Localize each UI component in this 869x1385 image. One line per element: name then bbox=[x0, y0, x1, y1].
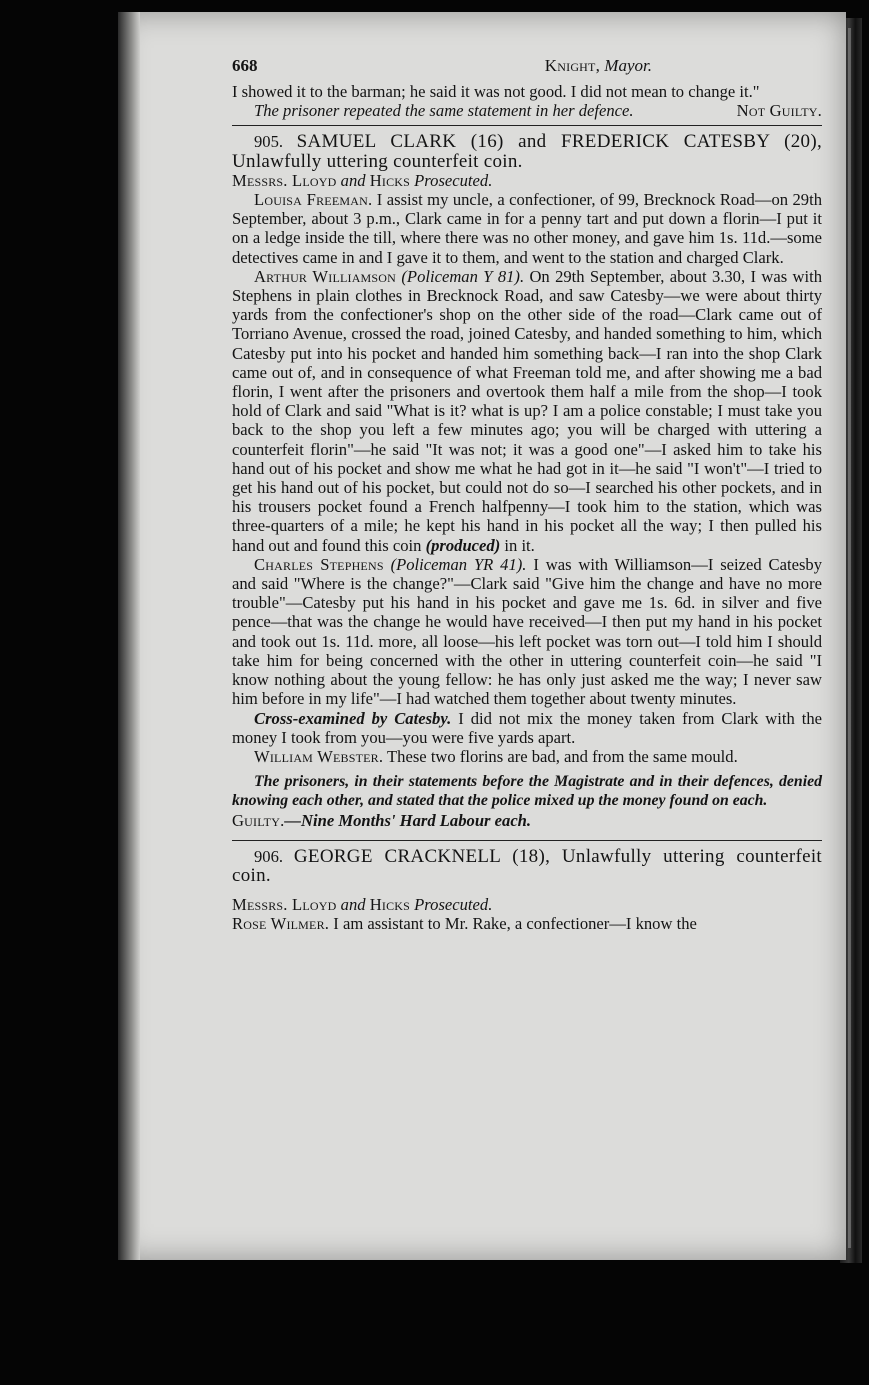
witness-name-williamson: Arthur Williamson bbox=[254, 266, 397, 286]
witness-text-stephens: I was with Williamson—I seized Catesby and said "Where is the change?"—Clark said "Give him the change and have no more trouble"—Catesby put his hand in his pocket and gave me 1s. 6d. in silver and five pence—that was the change he would have received—I then put my hand in his pocket and took out 1s. 11d. more, all loose—his left pocket was torn out—I told him I should take him for being concerned with the other in uttering counterfeit coin—he said "I know nothing about the young fellow: he has only just asked me the way; I never saw him before in my life"—I had watched them together about twenty minutes. bbox=[232, 554, 822, 709]
running-head-title: Mayor. bbox=[604, 56, 652, 75]
prosecution-label: Prosecuted. bbox=[414, 170, 493, 190]
prosecution-and: and bbox=[340, 170, 366, 190]
page-binding-shadow bbox=[118, 12, 140, 1260]
witness-text-webster: These two florins are bad, and from the same mould. bbox=[387, 746, 738, 766]
witness-name-webster: William Webster. bbox=[254, 746, 384, 766]
case-905-number: 905. bbox=[254, 132, 284, 152]
prosecution-counsel-2: Hicks bbox=[369, 895, 411, 915]
prosecution-and: and bbox=[340, 895, 366, 915]
witness-role-stephens: (Policeman YR 41). bbox=[390, 554, 527, 574]
case-905-verdict bbox=[232, 811, 822, 830]
verdict-not-guilty: Not Guilty. bbox=[736, 101, 822, 121]
carryover-paragraph: I showed it to the barman; he said it was not good. I did not mean to change it." bbox=[232, 82, 760, 101]
case-906-number: 906. bbox=[254, 846, 284, 866]
verdict-guilty: Guilty. bbox=[232, 810, 285, 830]
witness-text-williamson: On 29th September, about 3.30, I was with Stephens in plain clothes in Brecknock Road, and saw Catesby—we were about thirty yards from the confectioner's shop on the other side of the road—Clark came out of Torriano Avenue, crossed the road, joined Catesby, and handed something to him, which Catesby put into his pocket and handed him something back—I ran into the shop Clark came out of, and in consequence of what Freeman told me, and after showing me a bad florin, I went after the prisoners and overtook them half a mile from the shop—I took hold of Clark and said "What is it? what is up? I am a police constable; I must take you back to the shop you left a few minutes ago; you will be charged with uttering a counterfeit florin"—he said "It was not; it was a good one"—I asked him to take his hand out of his pocket and show me what he had got in it—he said "I won't"—I tried to get his hand out of his pocket, but could not do so—I searched his other pockets, and in his trousers pocket found a French halfpenny—I took him to the station, which was three-quarters of a mile; he kept his hand in his pocket all the way; I then pulled his hand out and found this coin bbox=[232, 266, 823, 555]
produced-note: (produced) bbox=[425, 535, 501, 555]
section-rule bbox=[232, 125, 822, 126]
case-906-prosecution bbox=[232, 895, 822, 914]
testimony-williamson bbox=[232, 267, 822, 555]
cross-examination bbox=[232, 709, 822, 747]
prisoners-statement: The prisoners, in their statements before the Magistrate and in their defences, denied knowing each other, and stated that the police mixed up the money found on each. bbox=[232, 773, 822, 810]
running-head-name: Knight, bbox=[544, 56, 601, 75]
prosecution-counsel-1: Messrs. Lloyd bbox=[232, 170, 337, 190]
case-905-prosecution bbox=[232, 171, 822, 190]
case-905-title: SAMUEL CLARK (16) and FREDERICK CATESBY (20), Unlawfully uttering counterfeit coin. bbox=[232, 131, 822, 172]
page-number: 668 bbox=[232, 56, 258, 75]
testimony-freeman bbox=[232, 190, 822, 267]
case-905-heading bbox=[232, 132, 822, 170]
prosecution-label: Prosecuted. bbox=[414, 895, 493, 915]
witness-text-wilmer: I am assistant to Mr. Rake, a confectioner—I know the bbox=[333, 914, 697, 934]
witness-text-williamson-end: in it. bbox=[504, 535, 535, 555]
testimony-webster bbox=[232, 747, 822, 766]
spacer bbox=[232, 885, 822, 895]
witness-role-williamson: (Policeman Y 81). bbox=[401, 266, 525, 286]
page-header bbox=[232, 56, 822, 82]
defence-line bbox=[232, 101, 822, 120]
prosecution-counsel-1: Messrs. Lloyd bbox=[232, 895, 337, 915]
case-906-heading bbox=[232, 847, 822, 885]
page-text bbox=[232, 56, 822, 934]
running-head bbox=[545, 56, 652, 75]
witness-text-freeman: I assist my uncle, a confectioner, of 99, Brecknock Road—on 29th September, about 3 p.m., Clark came in for a penny tart and put down a florin—I put it on a ledge inside the till, where there was no other money, and gave him 1s. 11d.—some detectives came in and I gave it to them, and went to the station and charged Clark. bbox=[232, 190, 822, 267]
witness-name-wilmer: Rose Wilmer. bbox=[232, 914, 330, 934]
defence-statement: The prisoner repeated the same statement in her defence. bbox=[254, 101, 634, 121]
cross-examined-text: I did not mix the money taken from Clark with the money I took from you—you were five yards apart. bbox=[232, 708, 823, 747]
prosecution-counsel-2: Hicks bbox=[369, 170, 411, 190]
testimony-wilmer bbox=[232, 914, 822, 933]
sentence: —Nine Months' Hard Labour each. bbox=[284, 810, 532, 830]
section-rule-2 bbox=[232, 840, 822, 841]
witness-name-freeman: Louisa Freeman. bbox=[254, 190, 373, 210]
witness-name-stephens: Charles Stephens bbox=[254, 554, 384, 574]
testimony-stephens bbox=[232, 555, 822, 709]
cross-examined-label: Cross-examined by Catesby. bbox=[254, 708, 452, 728]
case-906-title: GEORGE CRACKNELL (18), Unlawfully uttering counterfeit coin. bbox=[232, 845, 822, 886]
